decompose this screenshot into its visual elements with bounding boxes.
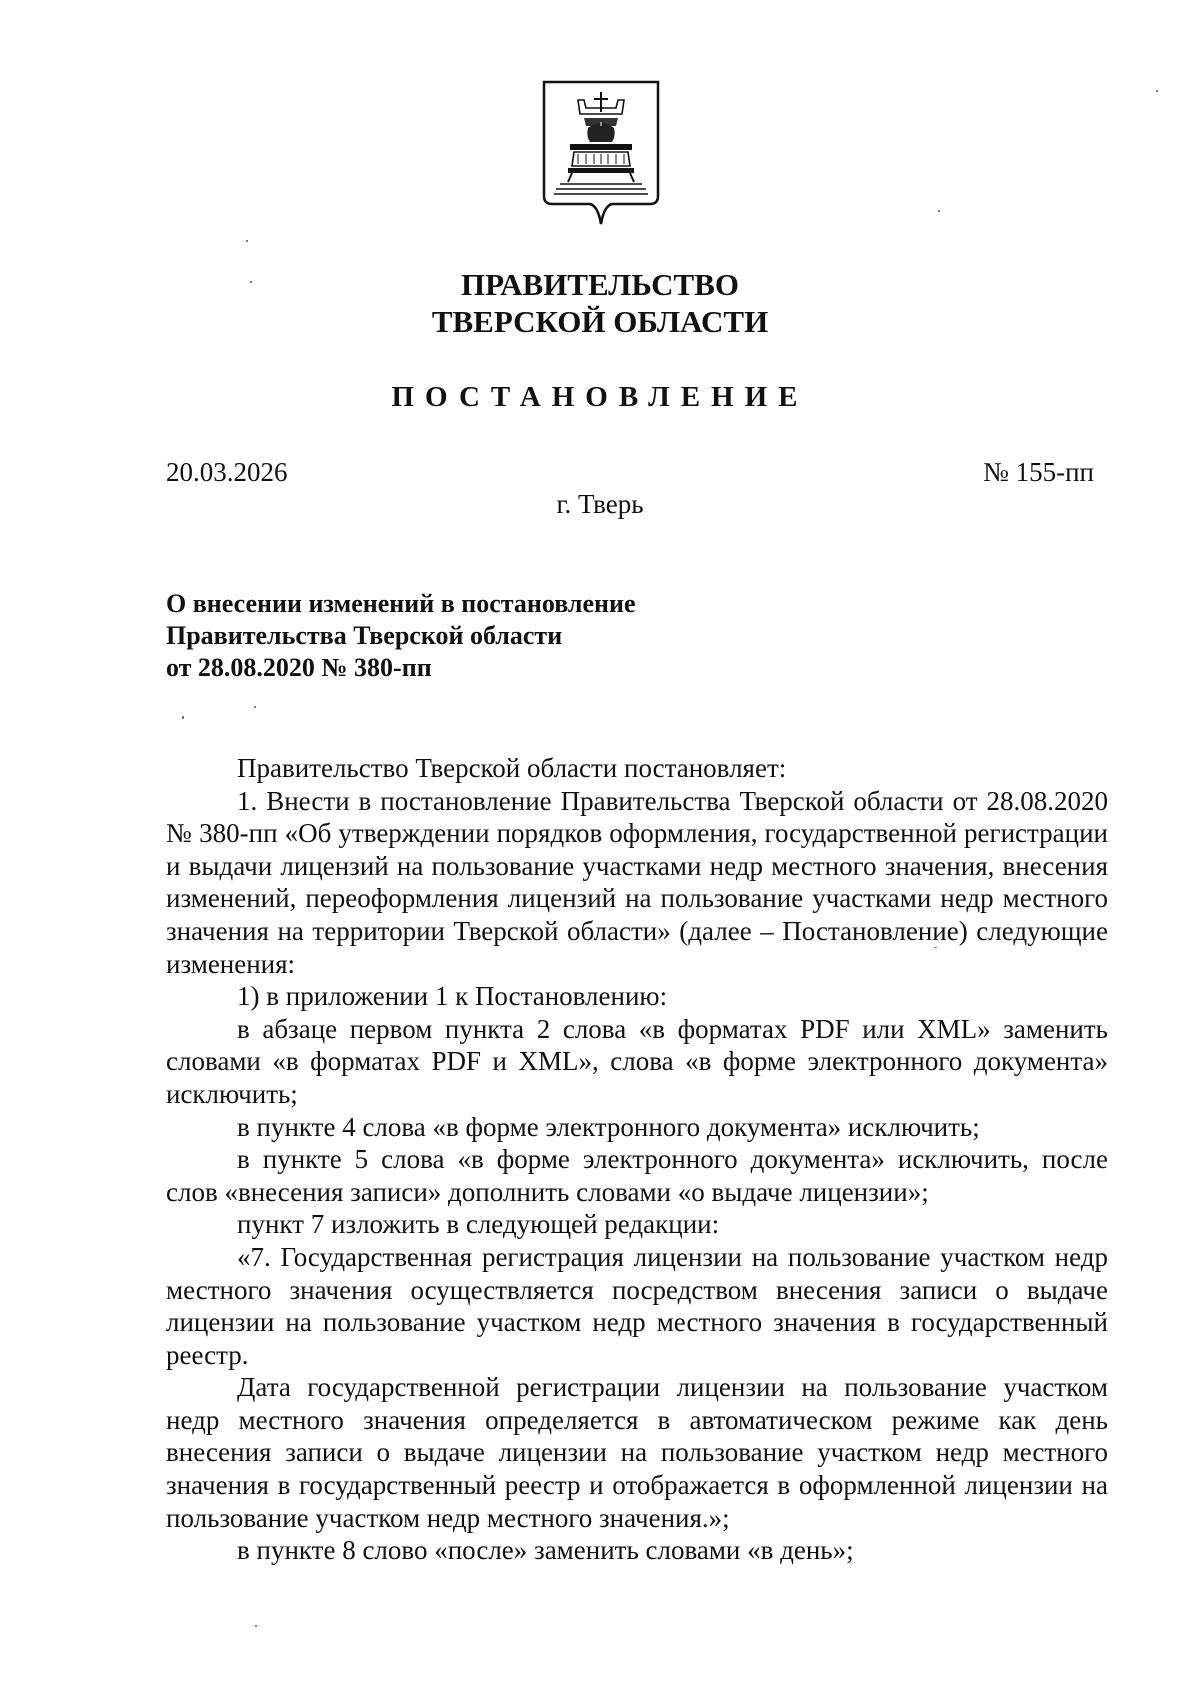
body-paragraph: 1. Внести в постановление Правительства Тверской области от 28.08.2020 № 380-пп «Об утверждении порядков оформления, государственной регистрации и выдачи лицензий на пользование участками недр местного значения, внесения изменений, переоформления лицензий на пользование участками недр местного значения на территории Тверской области» (далее – Постановление) следующие изменения: [166,785,1108,979]
document-body [166,752,1108,1567]
subject-line: Правительства Тверской области [166,621,563,650]
body-paragraph: Правительство Тверской области постановляет: [237,753,787,783]
subject-line: О внесении изменений в постановление [166,589,636,618]
body-paragraph: пункт 7 изложить в следующей редакции: [237,1209,720,1240]
subject-line: от 28.08.2020 № 380-пп [166,653,432,682]
body-paragraph: 1) в приложении 1 к Постановлению: [237,981,668,1012]
body-paragraph: в пункте 5 слова «в форме электронного документа» исключить, после слов «внесения записи» дополнить словами «о выдаче лицензии»; [166,1144,1108,1207]
org-name-line2: ТВЕРСКОЙ ОБЛАСТИ [431,304,769,339]
coat-of-arms-emblem [540,78,662,228]
document-type-title: ПОСТАНОВЛЕНИЕ [391,381,809,413]
document-date: 20.03.2026 [166,457,288,487]
org-name-line1: ПРАВИТЕЛЬСТВО [461,267,739,302]
body-paragraph: в пункте 8 слово «после» заменить словами «в день»; [237,1535,854,1566]
body-paragraph: в абзаце первом пункта 2 слова «в форматах PDF или XML» заменить словами «в форматах PDF и XML», слова «в форме электронного документа» исключить; [166,1013,1108,1109]
document-subject [166,588,866,684]
body-paragraph: Дата государственной регистрации лицензии на пользование участком недр местного значения определяется в автоматическом режиме как день внесения записи о выдаче лицензии на пользование участком недр местного значения в государственный реестр и отображается в оформленной лицензии на пользование участком недр местного значения.»; [166,1372,1108,1533]
body-paragraph: в пункте 4 слова «в форме электронного документа» исключить; [237,1111,980,1142]
document-city: г. Тверь [556,489,644,519]
body-paragraph: «7. Государственная регистрация лицензии на пользование участком недр местного значения осуществляется посредством внесения записи о выдаче лицензии на пользование участком недр местного значения в государственный реестр. [166,1241,1108,1370]
document-number: № 155-пп [983,457,1094,487]
